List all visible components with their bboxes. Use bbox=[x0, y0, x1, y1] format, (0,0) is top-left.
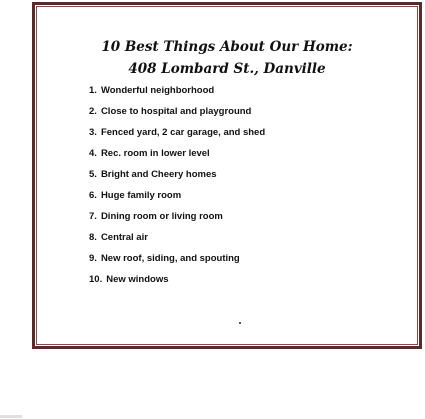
list-item-number: 2. bbox=[89, 106, 97, 117]
list-item-text: Wonderful neighborhood bbox=[100, 85, 215, 96]
features-list bbox=[89, 85, 265, 295]
document-title: 10 Best Things About Our Home: bbox=[101, 39, 353, 55]
list-item bbox=[89, 85, 265, 106]
list-item bbox=[89, 211, 265, 232]
list-item bbox=[89, 232, 265, 253]
list-item-text: Huge family room bbox=[100, 190, 182, 201]
list-item-number: 1. bbox=[89, 85, 97, 96]
list-item-number: 5. bbox=[89, 169, 97, 180]
list-item-number: 9. bbox=[89, 253, 97, 264]
list-item-number: 4. bbox=[89, 148, 97, 159]
list-item bbox=[89, 169, 265, 190]
document-address: 408 Lombard St., Danville bbox=[128, 61, 326, 77]
list-item bbox=[89, 190, 265, 211]
list-item bbox=[89, 127, 265, 148]
stray-mark bbox=[0, 415, 22, 418]
list-item-text: Central air bbox=[100, 232, 148, 243]
list-item-text: Fenced yard, 2 car garage, and shed bbox=[100, 127, 266, 138]
list-item-number: 7. bbox=[89, 211, 97, 222]
list-item-text: Dining room or living room bbox=[100, 211, 223, 222]
list-item bbox=[89, 253, 265, 274]
list-item-text: New windows bbox=[106, 274, 169, 285]
list-item-number: 3. bbox=[89, 127, 97, 138]
list-item-text: New roof, siding, and spouting bbox=[100, 253, 240, 264]
list-item-number: 8. bbox=[89, 232, 97, 243]
list-item-text: Bright and Cheery homes bbox=[100, 169, 217, 180]
list-item-text: Rec. room in lower level bbox=[100, 148, 210, 159]
document-frame bbox=[32, 2, 422, 349]
list-item-text: Close to hospital and playground bbox=[100, 106, 252, 117]
list-item bbox=[89, 274, 265, 295]
list-item-number: 6. bbox=[89, 190, 97, 201]
stray-dot bbox=[239, 322, 241, 324]
list-item-number: 10. bbox=[89, 274, 103, 285]
list-item bbox=[89, 148, 265, 169]
list-item bbox=[89, 106, 265, 127]
